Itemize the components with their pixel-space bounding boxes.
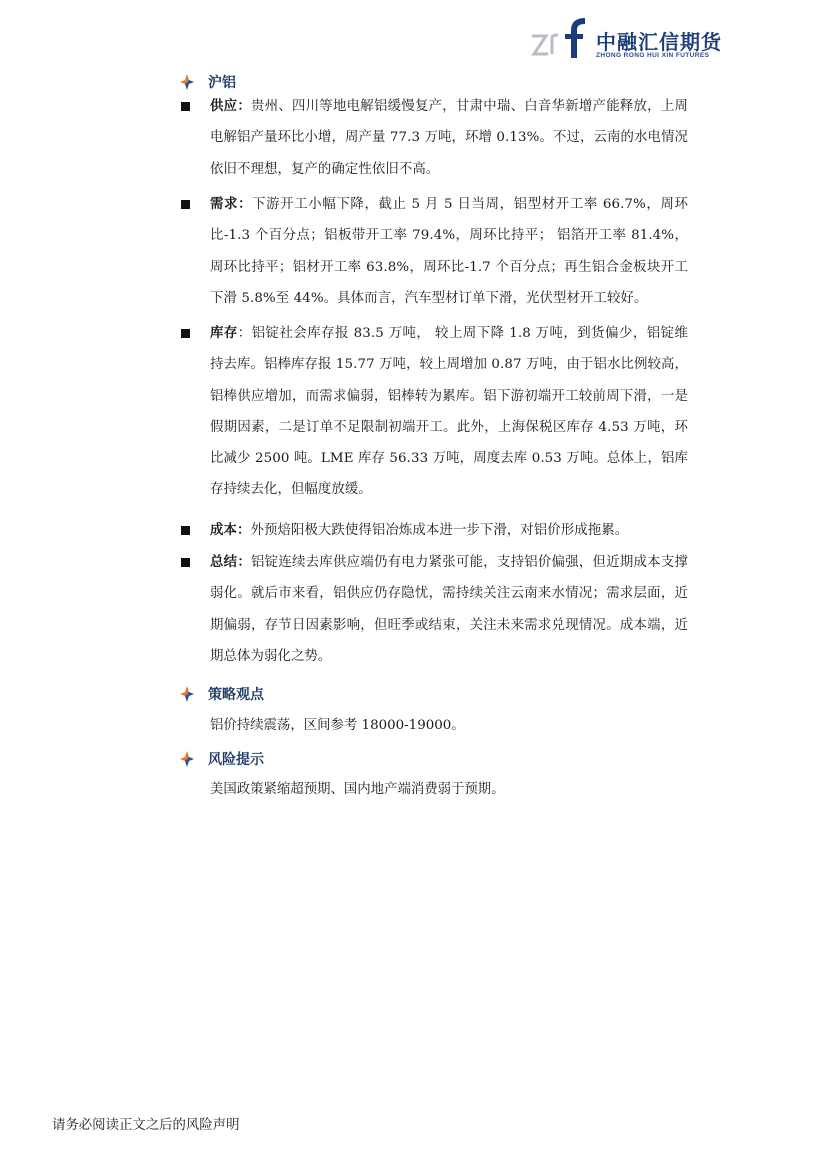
- paragraph-label: 需求：: [210, 197, 253, 212]
- bullet-square-icon: [181, 102, 190, 111]
- section-title: 风险提示: [208, 752, 264, 768]
- paragraph-label: 库存: [210, 326, 238, 341]
- paragraph-cost: [210, 515, 688, 546]
- paragraph-text: 铝锭连续去库供应端仍有电力紧张可能，支持铝价偏强，但近期成本支撑弱化。就后市来看，铝供应仍存隐忧，需持续关注云南来水情况；需求层面，近期偏弱，存节日因素影响，但旺季或结束，关注未来需求兑现情况。成本端，近期总体为弱化之势。: [210, 555, 688, 664]
- bullet-square-icon: [181, 526, 190, 535]
- paragraph-supply: [210, 91, 688, 185]
- logo-chinese-name: 中融汇信期货: [596, 30, 722, 54]
- section-marker-icon: [180, 74, 194, 90]
- logo-english-name: ZHONG RONG HUI XIN FUTURES: [596, 52, 710, 59]
- paragraph-text: ：铝锭社会库存报 83.5 万吨， 较上周下降 1.8 万吨，到货偏少，铝锭维持去库。铝棒库存报 15.77 万吨，较上周增加 0.87 万吨，由于铝水比例较高，铝棒供应增加，而需求偏弱，铝棒转为累库。铝下游初端开工较前周下滑，一是假期因素，二是订单不足限制初端开工。此外，上海保税区库存 4.53 万吨，环比减少 2500 吨。LME 库存 56.33 万吨，周度去库 0.53 万吨。总体上，铝库存持续去化，但幅度放缓。: [210, 326, 688, 498]
- section-marker-icon: [180, 751, 194, 767]
- paragraph-label: 总结：: [210, 555, 251, 570]
- paragraph-text: 下游开工小幅下降，截止 5 月 5 日当周，铝型材开工率 66.7%，周环比-1.3 个百分点；铝板带开工率 79.4%，周环比持平； 铝箔开工率 81.4%，周环比持平；铝材开工率 63.8%，周环比-1.7 个百分点；再生铝合金板块开工下滑 5.8%至 44%。具体而言，汽车型材订单下滑，光伏型材开工较好。: [210, 197, 688, 306]
- section-marker-icon: [180, 686, 194, 702]
- bullet-square-icon: [181, 200, 190, 209]
- company-logo: [530, 18, 730, 64]
- section-title: 策略观点: [208, 687, 264, 703]
- paragraph-inventory: [210, 318, 688, 506]
- paragraph-label: 供应：: [210, 99, 251, 114]
- section-title: 沪铝: [208, 75, 236, 91]
- paragraph-text: 外预焙阳极大跌使得铝冶炼成本进一步下滑，对铝价形成拖累。: [250, 523, 629, 538]
- bullet-square-icon: [181, 329, 190, 338]
- strategy-text: 铝价持续震荡，区间参考 18000-19000。: [210, 718, 465, 733]
- risk-text: 美国政策紧缩超预期、国内地产端消费弱于预期。: [210, 782, 505, 797]
- paragraph-summary: [210, 547, 688, 672]
- paragraph-demand: [210, 189, 688, 314]
- section-heading-risk: [180, 749, 264, 769]
- paragraph-text: 贵州、四川等地电解铝缓慢复产，甘肃中瑞、白音华新增产能释放，上周电解铝产量环比小增，周产量 77.3 万吨，环增 0.13%。不过，云南的水电情况依旧不理想，复产的确定性依旧不高。: [210, 99, 688, 177]
- footer-disclaimer: 请务必阅读正文之后的风险声明: [52, 1118, 240, 1133]
- section-heading-strategy: [180, 684, 264, 704]
- bullet-square-icon: [181, 558, 190, 567]
- section-heading-aluminum: [180, 72, 236, 92]
- zrf-logo-icon: [530, 18, 592, 64]
- paragraph-label: 成本：: [210, 523, 251, 538]
